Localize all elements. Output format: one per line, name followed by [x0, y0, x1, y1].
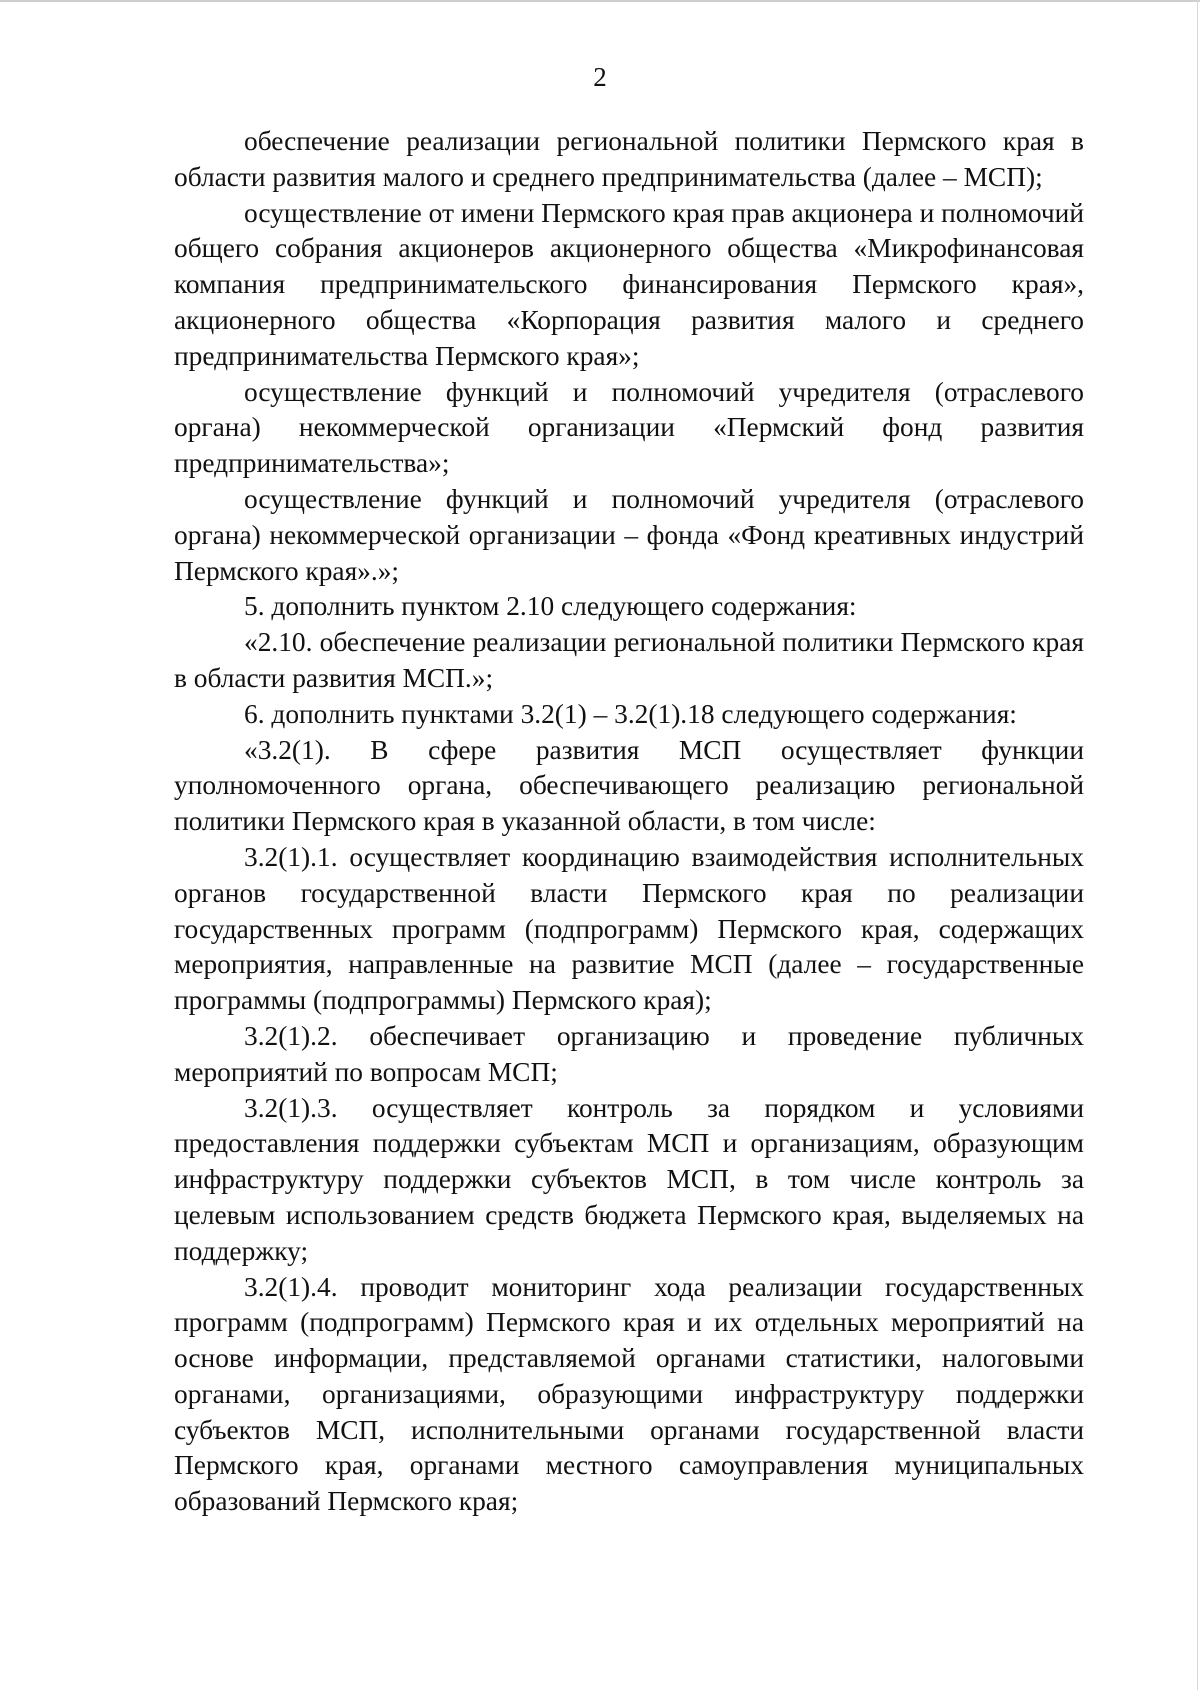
scan-edge-right [1197, 0, 1198, 1690]
paragraph: 6. дополнить пунктами 3.2(1) – 3.2(1).18 следующего содержания: [244, 698, 1017, 729]
paragraph: 3.2(1).2. обеспечивает организацию и проведение публичных мероприятий по вопросам МСП; [174, 1020, 1084, 1087]
paragraph: осуществление функций и полномочий учредителя (отраслевого органа) некоммерческой организации «Пермский фонд развития предпринимательства»; [174, 376, 1084, 479]
paragraph: 3.2(1).1. осуществляет координацию взаимодействия исполнительных органов государственной власти Пермского края по реализации государственных программ (подпрограмм) Пермского края, содержащих мероприятия, направленные на развитие МСП (далее – государственные программы (подпрограммы) Пермского края); [174, 841, 1084, 1016]
paragraph: 3.2(1).3. осуществляет контроль за порядком и условиями предоставления поддержки субъектам МСП и организациям, образующим инфраструктуру поддержки субъектов МСП, в том числе контроль за целевым использованием средств бюджета Пермского края, выделяемых на поддержку; [174, 1092, 1084, 1266]
paragraph: «2.10. обеспечение реализации региональной политики Пермского края в области развития МСП.»; [174, 627, 1084, 693]
scan-edge-top [0, 0, 1200, 2]
paragraph: осуществление функций и полномочий учредителя (отраслевого органа) некоммерческой организации – фонда «Фонд креативных индустрий Пермского края».»; [174, 483, 1084, 586]
paragraph: 3.2(1).4. проводит мониторинг хода реализации государственных программ (подпрограмм) Пермского края и их отдельных мероприятий на основе информации, представляемой органами статистики, налоговыми органами, организациями, образующими инфраструктуру поддержки субъектов МСП, исполнительными органами государственной власти Пермского края, органами местного самоуправления муниципальных образований Пермского края; [174, 1271, 1084, 1517]
paragraph: «3.2(1). В сфере развития МСП осуществляет функции уполномоченного органа, обеспечивающего реализацию региональной политики Пермского края в указанной области, в том числе: [174, 734, 1084, 837]
paragraph: 5. дополнить пунктом 2.10 следующего содержания: [244, 591, 857, 622]
document-body [174, 124, 1084, 1520]
paragraph: обеспечение реализации региональной политики Пермского края в области развития малого и среднего предпринимательства (далее – МСП); [174, 126, 1084, 192]
page-number: 2 [593, 62, 607, 92]
paragraph: осуществление от имени Пермского края прав акционера и полномочий общего собрания акционеров акционерного общества «Микрофинансовая компания предпринимательского финансирования Пермского края», акционерного общества «Корпорация развития малого и среднего предпринимательства Пермского края»; [174, 197, 1084, 371]
